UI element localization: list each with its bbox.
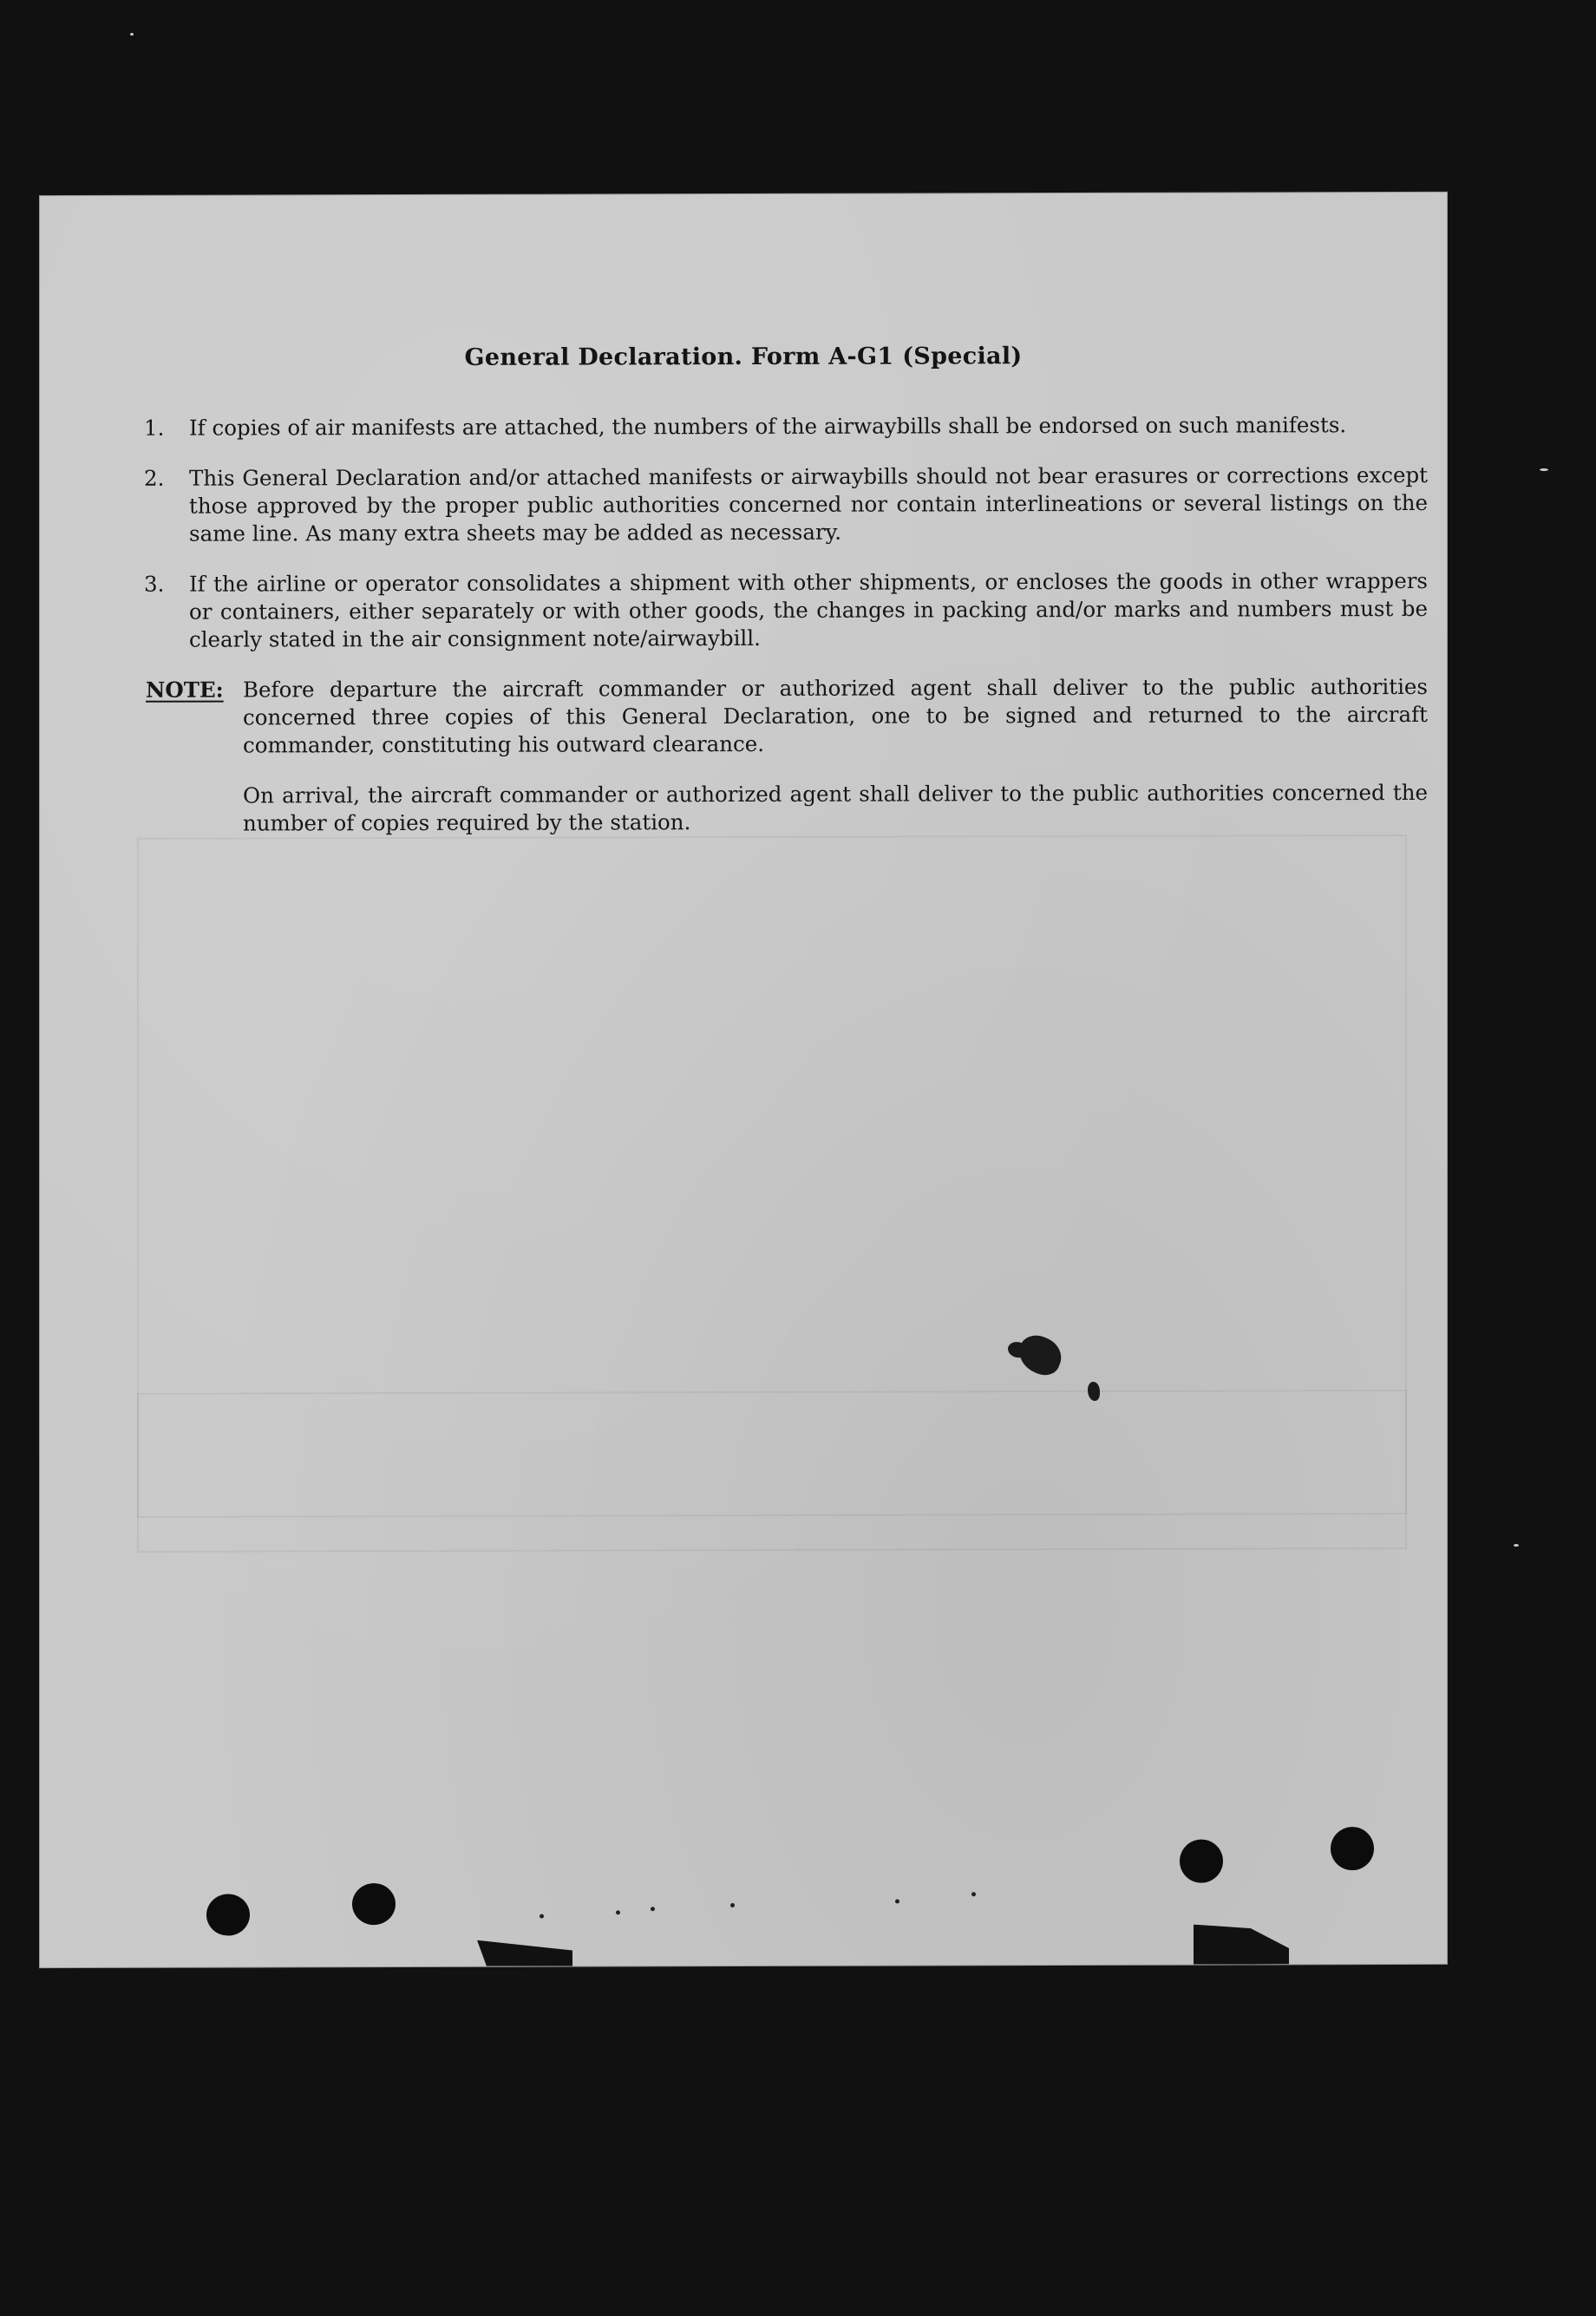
speck	[651, 1907, 655, 1911]
punch-hole	[206, 1894, 250, 1935]
scan-speck	[130, 33, 134, 36]
ink-blot	[1088, 1382, 1100, 1401]
speck	[971, 1892, 976, 1896]
note-paragraph: Before departure the aircraft commander or authorized agent shall deliver to the public authorities concerned three copies of this General Declaration, one to be signed and returned to the aircraft commander, constituting his outward clearance.	[243, 673, 1428, 758]
torn-edge	[1194, 1924, 1289, 1964]
instruction-item	[144, 567, 1428, 654]
document-page	[40, 193, 1447, 1967]
note-label: NOTE:	[146, 677, 224, 703]
instruction-item	[144, 411, 1428, 442]
punch-hole	[352, 1883, 396, 1925]
item-number: 1.	[144, 415, 165, 441]
note-paragraph: On arrival, the aircraft commander or authorized agent shall deliver to the public authorities concerned the number of copies required by the station.	[243, 779, 1428, 836]
item-text: If copies of air manifests are attached, the numbers of the airwaybills shall be endorsed on such manifests.	[189, 412, 1347, 441]
instruction-item	[144, 461, 1428, 548]
item-text: This General Declaration and/or attached manifests or airwaybills should not bear erasures or corrections except those approved by the proper public authorities concerned nor contain interlineations or several listings on the same line. As many extra sheets may be added as necessary.	[189, 461, 1428, 546]
scan-speck	[1514, 1544, 1519, 1547]
punch-hole	[1180, 1840, 1223, 1883]
item-number: 3.	[144, 571, 165, 597]
scan-speck	[1540, 468, 1548, 471]
speck	[895, 1900, 899, 1904]
speck	[616, 1910, 620, 1914]
speck	[540, 1914, 544, 1919]
item-text: If the airline or operator consolidates a shipment with other shipments, or encloses the goods in other wrappers or containers, either separately or with other goods, the changes in packing and/or marks and numbers must be clearly stated in the air consignment note/airwaybill.	[189, 567, 1428, 652]
ink-blot	[1008, 1342, 1027, 1358]
form-title: General Declaration. Form A-G1 (Special)	[464, 343, 1023, 371]
item-number: 2.	[144, 465, 165, 491]
speck	[730, 1903, 735, 1907]
punch-hole	[1331, 1827, 1374, 1870]
bleed-through-table	[137, 1390, 1407, 1553]
torn-edge	[477, 1940, 572, 1966]
